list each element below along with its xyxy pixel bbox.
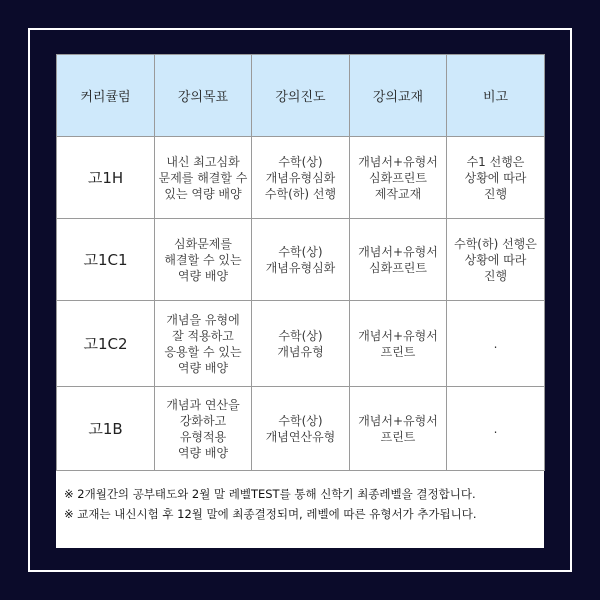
cell-progress-line: 개념연산유형 — [265, 429, 336, 444]
cell-material-line: 개념서+유형서 — [358, 413, 438, 428]
cell-level: 고1H — [57, 137, 155, 219]
cell-goal-line: 유형적용 — [179, 429, 227, 444]
cell-progress-line: 수학(상) — [278, 244, 323, 259]
cell-goal-line: 역량 배양 — [177, 268, 229, 283]
cell-note-line: 수학(하) 선행은 — [454, 236, 537, 251]
cell-note — [447, 387, 545, 471]
cell-progress — [252, 219, 350, 301]
cell-note-line: 진행 — [483, 186, 508, 201]
cell-material-line: 심화프린트 — [369, 170, 427, 185]
cell-note — [447, 301, 545, 387]
cell-level: 고1C2 — [57, 301, 155, 387]
cell-progress-line: 수학(하) 선행 — [264, 186, 337, 201]
header-material: 강의교재 — [350, 55, 447, 137]
header-goal: 강의목표 — [155, 55, 252, 137]
cell-goal — [155, 301, 252, 387]
cell-progress-line: 개념유형 — [277, 344, 324, 359]
note-line-1: ※ 2개월간의 공부태도와 2월 말 레벨TEST를 통해 신학기 최종레벨을 결정합니다. — [64, 487, 476, 501]
curriculum-table — [56, 54, 545, 471]
table-row — [57, 137, 545, 219]
cell-material-line: 개념서+유형서 — [358, 154, 438, 169]
cell-material-line: 프린트 — [380, 429, 416, 444]
cell-progress-line: 수학(상) — [278, 413, 323, 428]
cell-progress-line: 수학(상) — [278, 154, 323, 169]
cell-goal-line: 역량 배양 — [177, 360, 229, 375]
cell-note — [447, 219, 545, 301]
cell-goal-line: 해결할 수 있는 — [164, 252, 242, 267]
cell-material-line: 개념서+유형서 — [358, 328, 438, 343]
cell-goal-line: 개념과 연산을 — [166, 397, 240, 412]
header-note: 비고 — [447, 55, 545, 137]
cell-material-line: 심화프린트 — [369, 260, 427, 275]
table-row — [57, 219, 545, 301]
cell-material — [350, 219, 447, 301]
cell-note-line: 진행 — [483, 268, 508, 283]
cell-progress-line: 수학(상) — [278, 328, 323, 343]
cell-goal-line: 심화문제를 — [174, 236, 232, 251]
cell-level: 고1C1 — [57, 219, 155, 301]
cell-goal-line: 역량 배양 — [177, 445, 229, 460]
cell-goal-line: 있는 역량 배양 — [164, 186, 242, 201]
header-row — [57, 55, 545, 137]
cell-material — [350, 387, 447, 471]
header-progress: 강의진도 — [252, 55, 350, 137]
cell-note — [447, 137, 545, 219]
cell-material — [350, 301, 447, 387]
header-curriculum: 커리큘럼 — [57, 55, 155, 137]
notes — [64, 484, 540, 524]
table-row — [57, 301, 545, 387]
cell-goal-line: 응용할 수 있는 — [164, 344, 242, 359]
cell-note-line: 상황에 따라 — [464, 170, 527, 185]
cell-material-line: 제작교재 — [374, 186, 422, 201]
cell-progress-line: 개념유형심화 — [265, 260, 336, 275]
cell-goal-line: 문제를 해결할 수 — [158, 170, 248, 185]
cell-material-line: 개념서+유형서 — [358, 244, 438, 259]
cell-progress-line: 개념유형심화 — [265, 170, 336, 185]
cell-note-line: . — [493, 336, 498, 351]
cell-goal — [155, 387, 252, 471]
cell-level: 고1B — [57, 387, 155, 471]
cell-goal-line: 강화하고 — [179, 413, 227, 428]
table-row — [57, 387, 545, 471]
cell-progress — [252, 301, 350, 387]
curriculum-panel — [56, 54, 544, 548]
cell-material-line: 프린트 — [380, 344, 416, 359]
cell-note-line: . — [493, 421, 498, 436]
cell-goal-line: 잘 적용하고 — [172, 328, 234, 343]
cell-material — [350, 137, 447, 219]
cell-note-line: 상황에 따라 — [464, 252, 527, 267]
note-line-2: ※ 교재는 내신시험 후 12월 말에 최종결정되며, 레벨에 따른 유형서가 추가됩니다. — [64, 507, 477, 521]
cell-progress — [252, 387, 350, 471]
cell-progress — [252, 137, 350, 219]
cell-goal — [155, 219, 252, 301]
cell-note-line: 수1 선행은 — [466, 154, 525, 169]
cell-goal-line: 개념을 유형에 — [166, 312, 240, 327]
cell-goal-line: 내신 최고심화 — [166, 154, 240, 169]
cell-goal — [155, 137, 252, 219]
